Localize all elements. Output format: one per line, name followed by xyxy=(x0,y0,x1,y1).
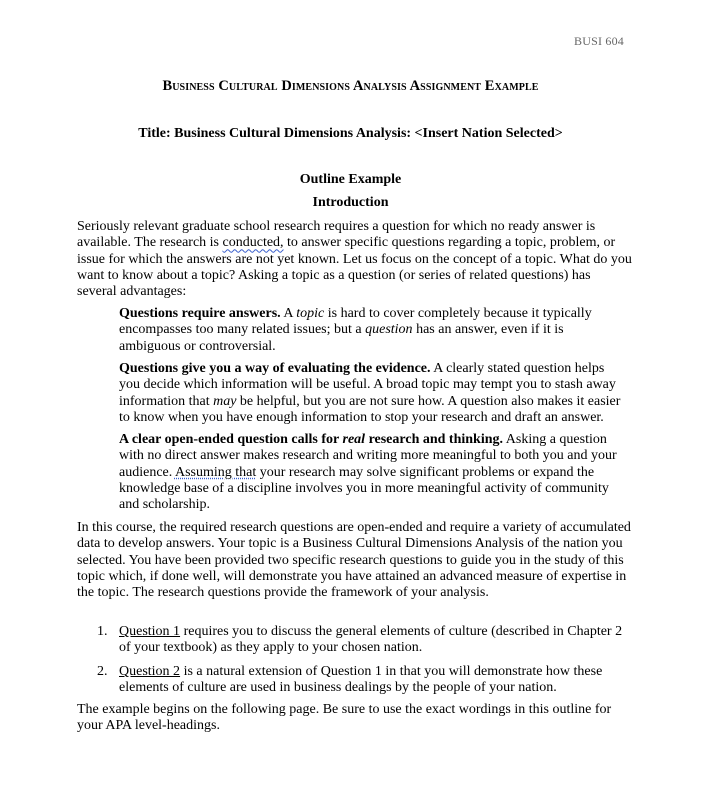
advantage-text: has an answer, even if it is ambiguous or controversial. xyxy=(119,322,564,354)
outline-heading: Outline Example xyxy=(299,172,402,187)
question-2-label: Question 2 xyxy=(119,664,181,679)
advantage-lead: Questions require answers. xyxy=(119,306,281,321)
advantage-lead-part: research and thinking. xyxy=(365,432,504,447)
grammar-flagged-phrase[interactable]: Assuming that xyxy=(174,464,257,480)
advantage-text: Asking a question with no direct answer makes research and writing more meaningful to both you and your audience. xyxy=(119,432,617,480)
spellcheck-flagged-word[interactable]: conducted, xyxy=(222,235,284,251)
question-1-label: Question 1 xyxy=(119,624,181,639)
advantage-lead xyxy=(119,432,503,447)
advantage-lead: Questions give you a way of evaluating the evidence. xyxy=(119,361,431,376)
introduction-heading: Introduction xyxy=(312,195,389,210)
advantage-paragraph-3 xyxy=(119,432,624,513)
advantage-text: your research may solve significant problems or expand the knowledge base of a discipline involves you in more meaningful activity of community and scholarship. xyxy=(119,464,609,513)
list-number: 2. xyxy=(97,664,108,679)
course-code: BUSI 604 xyxy=(574,34,624,48)
advantage-paragraph-2 xyxy=(119,361,624,426)
emphasis-real: real xyxy=(342,432,366,447)
advantage-text: is hard to cover completely because it typically encompasses too many related issues; but a xyxy=(119,306,592,338)
question-list-item-1 xyxy=(77,624,632,657)
closing-paragraph: The example begins on the following page. Be sure to use the exact wordings in this outline for your APA level-headings. xyxy=(77,702,612,734)
list-number: 1. xyxy=(97,624,108,639)
advantage-text: A xyxy=(280,306,297,321)
intro-text-1: Seriously relevant graduate school research requires a question for which no ready answer is available. The research is xyxy=(77,219,596,251)
emphasis-may: may xyxy=(213,393,237,409)
advantage-text: A clearly stated question helps you decide which information will be useful. A broad topic may tempt you to stash away information that xyxy=(119,361,616,409)
emphasis-topic: topic xyxy=(296,306,325,321)
advantage-lead-part: A clear open-ended question calls for xyxy=(119,432,343,447)
question-list-item-2 xyxy=(77,664,632,697)
document-title: Business Cultural Dimensions Analysis Assignment Example xyxy=(162,78,539,94)
intro-paragraph xyxy=(77,219,632,300)
assignment-title: Title: Business Cultural Dimensions Analysis: <Insert Nation Selected> xyxy=(138,126,563,141)
advantage-text: be helpful, but you are not sure how. A question also makes it easier to know when you have enough information to stop your research and draft an answer. xyxy=(119,393,621,425)
emphasis-question: question xyxy=(365,322,413,338)
course-paragraph: In this course, the required research questions are open-ended and require a variety of accumulated data to develop answers. Your topic is a Business Cultural Dimensions Analysis of the nation you selected. You have been provided two specific research questions to guide you in the study of this topic which, if done well, will demonstrate you have attained an advanced measure of expertise in the topic. The research questions provide the framework of your analysis. xyxy=(77,520,631,601)
question-2-text: is a natural extension of Question 1 in that you will demonstrate how these elements of culture are used in business dealings by the people of your nation. xyxy=(119,664,603,696)
intro-text-2: to answer specific questions regarding a topic, problem, or issue for which the answers are not yet known. Let us focus on the concept of a topic. What do you want to know about a topic? Asking a topic as a question (or series of related questions) has several advantages: xyxy=(77,235,632,300)
advantage-paragraph-1 xyxy=(119,306,624,355)
question-1-text: requires you to discuss the general elements of culture (described in Chapter 2 of your textbook) as they apply to your chosen nation. xyxy=(119,624,623,656)
